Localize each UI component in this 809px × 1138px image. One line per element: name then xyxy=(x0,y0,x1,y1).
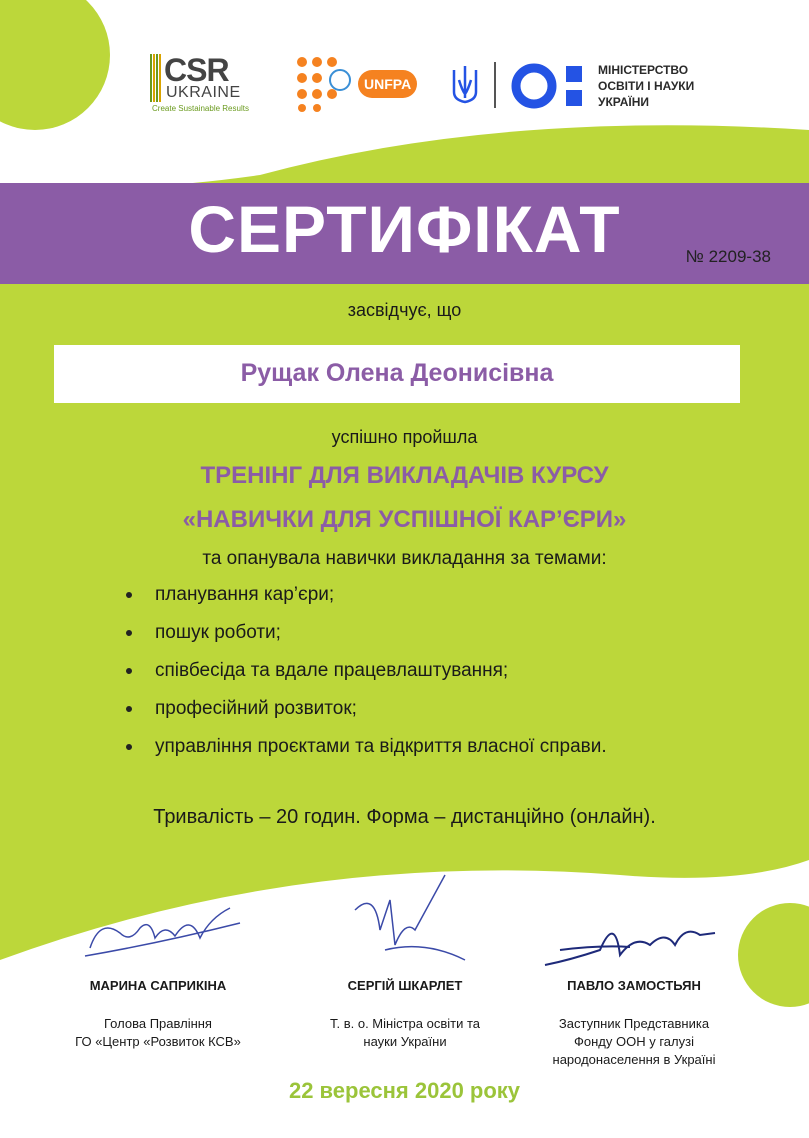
topics-list xyxy=(122,584,607,774)
csr-logo-main: CSR xyxy=(164,52,229,88)
ministry-line-3: УКРАЇНИ xyxy=(598,95,650,109)
ministry-logo xyxy=(450,58,720,114)
unfpa-logo xyxy=(296,56,416,112)
signatory-3-role: Заступник Представника Фонду ООН у галузі народонаселення в Україні xyxy=(552,1016,716,1067)
signatory-2-name: СЕРГІЙ ШКАРЛЕТ xyxy=(347,978,463,993)
passed-text: успішно пройшла xyxy=(331,427,478,447)
recipient-name: Рущак Олена Деонисівна xyxy=(240,359,554,387)
csr-logo-sub: UKRAINE xyxy=(166,84,241,101)
logo-divider xyxy=(494,62,496,108)
bullet-icon xyxy=(126,630,132,636)
signatory-3 xyxy=(519,978,749,1069)
recipient-box xyxy=(54,345,740,403)
signatory-1 xyxy=(43,978,273,1051)
unfpa-dots-icon xyxy=(296,56,356,112)
signatory-3-name: ПАВЛО ЗАМОСТЬЯН xyxy=(567,978,701,993)
signatory-1-role: Голова Правління ГО «Центр «Розвиток КСВ» xyxy=(75,1016,241,1049)
list-item: пошук роботи; xyxy=(122,622,607,660)
signature-1-image xyxy=(80,898,250,968)
signature-3-image xyxy=(540,905,720,975)
ministry-line-1: МІНІСТЕРСТВО xyxy=(598,63,689,77)
list-item: співбесіда та вдале працевлаштування; xyxy=(122,660,607,698)
csr-logo-tagline: Create Sustainable Results xyxy=(152,104,249,113)
certificate-title: СЕРТИФІКАТ xyxy=(188,192,621,266)
bullet-icon xyxy=(126,744,132,750)
issue-date: 22 вересня 2020 року xyxy=(288,1078,521,1103)
csr-ukraine-logo xyxy=(150,52,260,116)
ministry-line-2: ОСВІТИ І НАУКИ xyxy=(598,79,695,93)
list-item: управління проєктами та відкриття власної справи. xyxy=(122,736,607,774)
title-banner xyxy=(0,183,809,284)
ministry-logo-text xyxy=(598,62,694,110)
signatory-1-name: МАРИНА САПРИКІНА xyxy=(89,978,227,993)
course-title-line-2: «НАВИЧКИ ДЛЯ УСПІШНОЇ КАР’ЄРИ» xyxy=(182,506,627,533)
signatory-2 xyxy=(290,978,520,1051)
ministry-circle-square-icon xyxy=(510,62,590,110)
bullet-icon xyxy=(126,592,132,598)
attests-text: засвідчує, що xyxy=(347,300,462,320)
mastered-text: та опанувала навички викладання за темами: xyxy=(202,548,607,569)
list-item: професійний розвиток; xyxy=(122,698,607,736)
csr-bars-icon xyxy=(150,54,162,102)
signatory-2-role: Т. в. о. Міністра освіти та науки України xyxy=(329,1016,480,1049)
certificate-number: № 2209-38 xyxy=(685,247,771,266)
bullet-icon xyxy=(126,668,132,674)
duration-text: Тривалість – 20 годин. Форма – дистанційно (онлайн). xyxy=(153,806,656,828)
unfpa-logo-text: UNFPA xyxy=(358,70,417,98)
trident-icon xyxy=(450,64,480,108)
signature-2-image xyxy=(345,870,475,980)
list-item: планування кар’єри; xyxy=(122,584,607,622)
bullet-icon xyxy=(126,706,132,712)
course-title-line-1: ТРЕНІНГ ДЛЯ ВИКЛАДАЧІВ КУРСУ xyxy=(200,462,609,489)
